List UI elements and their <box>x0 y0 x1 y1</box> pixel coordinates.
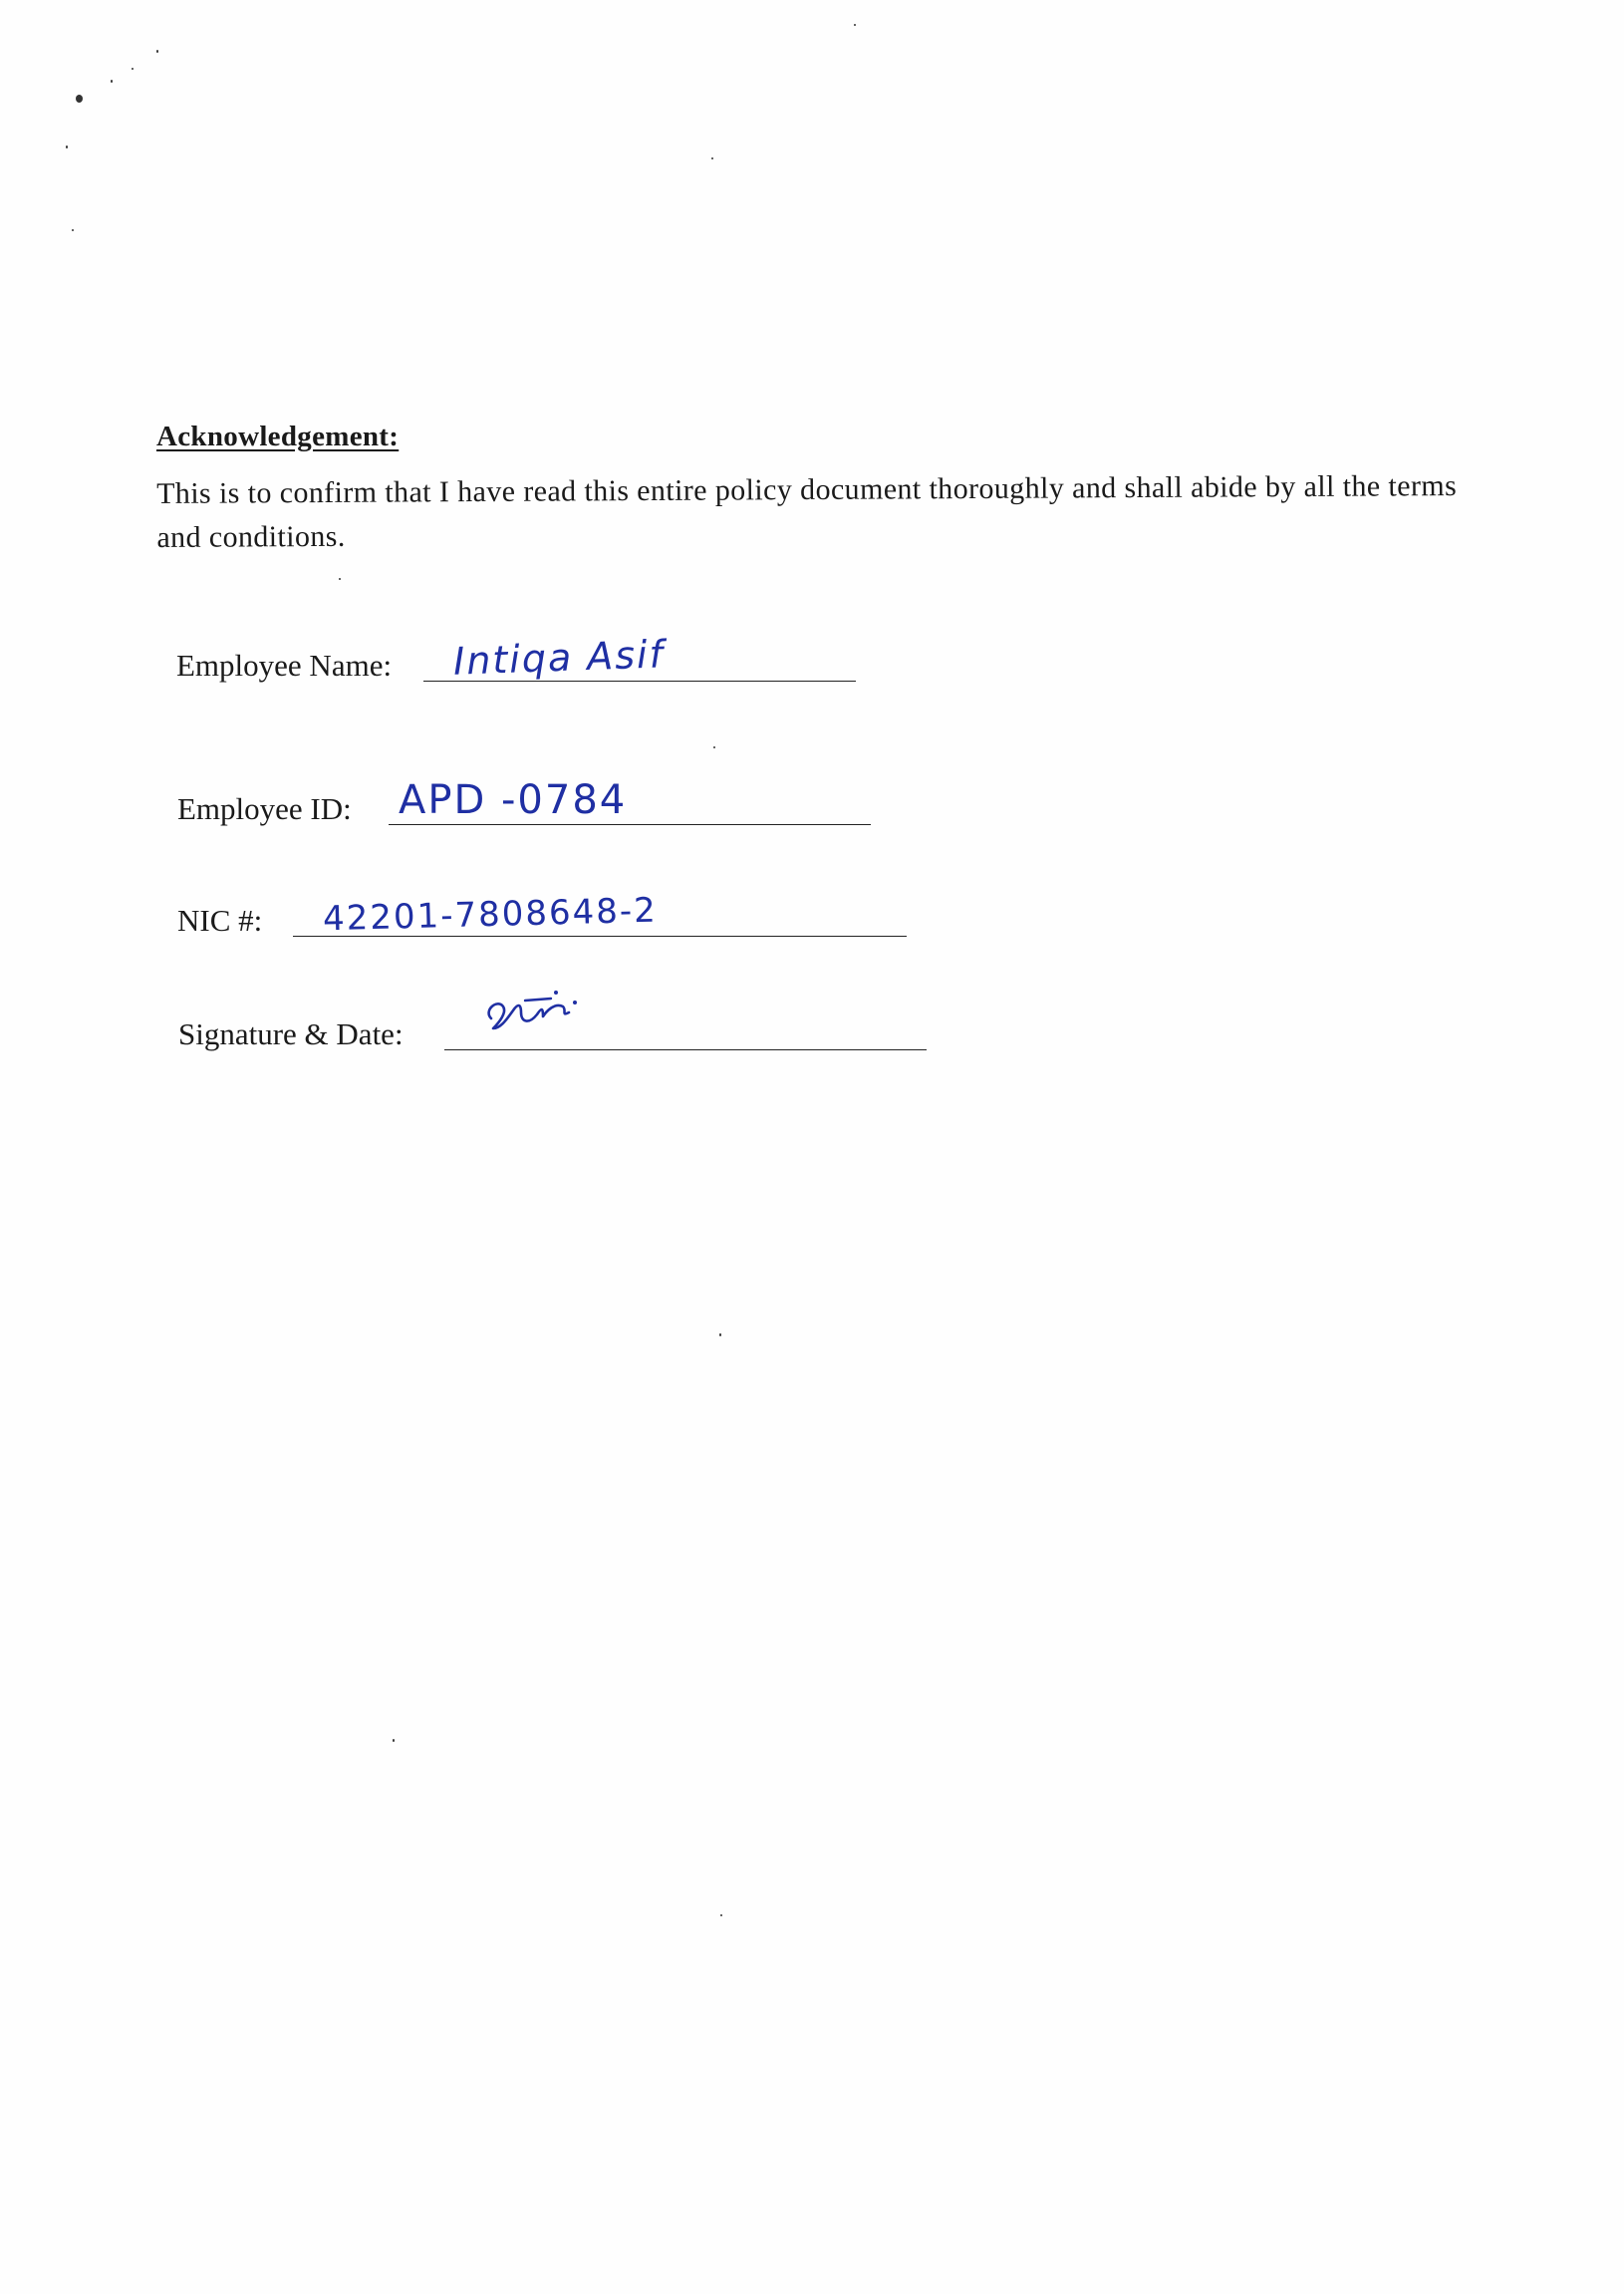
nic-value: 42201-7808648-2 <box>322 890 659 940</box>
nic-field <box>177 889 915 949</box>
employee-id-value: APD -0784 <box>399 777 628 823</box>
signature-date-field <box>178 1003 936 1062</box>
confirmation-paragraph: This is to confirm that I have read this entire policy document thoroughly and shall abide by all the terms and conditions. <box>156 469 1458 554</box>
scan-speck <box>76 95 83 103</box>
scan-speck <box>719 1333 721 1336</box>
scan-speck <box>393 1739 395 1742</box>
scan-speck <box>66 145 68 148</box>
signature-date-line <box>444 1049 927 1050</box>
employee-id-line <box>389 824 871 825</box>
scan-speck <box>713 746 715 748</box>
scan-speck <box>156 50 158 53</box>
scan-speck <box>720 1914 722 1916</box>
scan-speck <box>711 157 713 159</box>
employee-name-label: Employee Name: <box>176 648 393 683</box>
employee-id-label: Employee ID: <box>177 791 352 826</box>
scan-speck <box>854 24 856 26</box>
scan-speck <box>132 68 134 70</box>
scan-speck <box>111 80 113 83</box>
employee-id-field <box>177 777 875 837</box>
acknowledgement-heading: Acknowledgement: <box>156 421 400 452</box>
scan-speck <box>72 229 74 231</box>
signature-date-label: Signature & Date: <box>178 1016 404 1051</box>
nic-label: NIC #: <box>177 903 263 938</box>
employee-name-field <box>176 634 874 694</box>
employee-name-value: Intiqa Asif <box>452 632 666 684</box>
scan-speck <box>339 578 341 580</box>
signature-mark <box>477 989 607 1048</box>
